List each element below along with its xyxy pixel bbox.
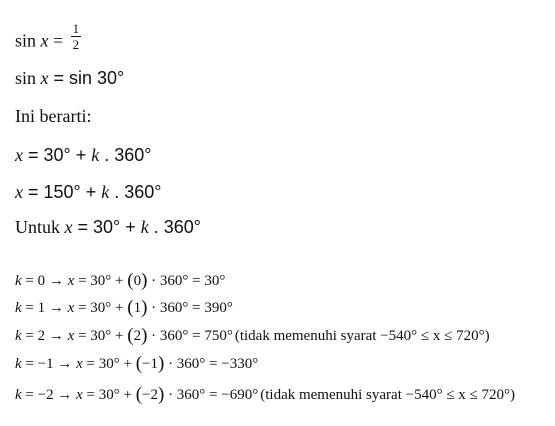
case-sum: = 30° + (74, 273, 128, 289)
fraction-numerator: 1 (72, 21, 80, 36)
equation-rhs: = sin 30° (48, 68, 125, 88)
equals-sign: = (48, 30, 68, 51)
equation-x-150 (15, 180, 162, 204)
case-sum: = 30° + (74, 328, 128, 344)
case-k-value: = 1 → (21, 300, 68, 316)
variable-k: k (101, 182, 110, 202)
case-k-variable: k (15, 356, 22, 372)
equation-rhs: = 150° + (23, 182, 102, 202)
case-k-variable: k (15, 300, 22, 316)
case-k-variable: k (15, 328, 22, 344)
open-paren: ( (135, 353, 143, 374)
equation-sin-x-half (15, 21, 81, 57)
equation-tail: . 360° (148, 217, 201, 237)
fraction-denominator: 2 (72, 37, 80, 52)
untuk-label: Untuk (15, 217, 65, 237)
case-multiplier: 0 (133, 273, 142, 289)
variable-x: x (15, 145, 23, 165)
case-row (15, 270, 225, 292)
case-result: · 360° = −690° (164, 387, 259, 403)
case-k-value: = 2 → (21, 328, 68, 344)
case-k-variable: k (15, 273, 22, 289)
case-sum: = 30° + (82, 387, 136, 403)
open-paren: ( (135, 384, 143, 405)
variable-k: k (91, 145, 100, 165)
case-multiplier: 1 (133, 300, 142, 316)
open-paren: ( (127, 325, 134, 346)
variable-x: x (40, 30, 49, 51)
sin-label: sin (15, 68, 37, 88)
case-result: · 360° = −330° (164, 356, 259, 372)
case-note: (tidak memenuhi syarat −540° ≤ x ≤ 720°) (260, 387, 516, 403)
equation-sin-x-sin30 (15, 66, 124, 90)
variable-x: x (64, 217, 73, 237)
case-x-variable: x (76, 356, 83, 372)
equation-untuk-x-30 (15, 215, 201, 239)
case-k-value: = −2 → (21, 387, 77, 403)
case-multiplier: −1 (142, 356, 158, 372)
case-x-variable: x (67, 328, 75, 344)
variable-x: x (15, 182, 23, 202)
case-result: · 360° = 390° (147, 300, 233, 316)
close-paren: ) (141, 270, 148, 291)
case-result: · 360° = 30° (147, 273, 226, 289)
variable-k: k (140, 217, 149, 237)
equation-tail: . 360° (99, 145, 152, 165)
open-paren: ( (127, 297, 134, 318)
case-multiplier: −2 (142, 387, 158, 403)
equation-x-30 (15, 143, 151, 167)
fraction-one-half (71, 22, 82, 51)
case-note: (tidak memenuhi syarat −540° ≤ x ≤ 720°) (234, 328, 490, 344)
case-sum: = 30° + (74, 300, 128, 316)
sin-label: sin (15, 30, 37, 51)
case-sum: = 30° + (82, 356, 136, 372)
close-paren: ) (157, 384, 165, 405)
text-ini-berarti: Ini berarti: (15, 106, 92, 126)
equation-rhs: = 30° + (72, 217, 141, 237)
close-paren: ) (141, 297, 148, 318)
close-paren: ) (141, 325, 148, 346)
case-row (15, 325, 490, 347)
equation-tail: . 360° (109, 182, 162, 202)
case-result: · 360° = 750° (147, 328, 233, 344)
case-row (15, 297, 233, 319)
equation-rhs: = 30° + (23, 145, 92, 165)
case-x-variable: x (76, 387, 83, 403)
case-k-value: = 0 → (21, 273, 68, 289)
case-k-value: = −1 → (21, 356, 77, 372)
case-x-variable: x (67, 273, 75, 289)
case-row (15, 384, 515, 406)
case-row (15, 353, 258, 375)
case-x-variable: x (67, 300, 75, 316)
case-k-variable: k (15, 387, 22, 403)
close-paren: ) (157, 353, 165, 374)
case-multiplier: 2 (133, 328, 142, 344)
variable-x: x (40, 68, 49, 88)
open-paren: ( (127, 270, 134, 291)
